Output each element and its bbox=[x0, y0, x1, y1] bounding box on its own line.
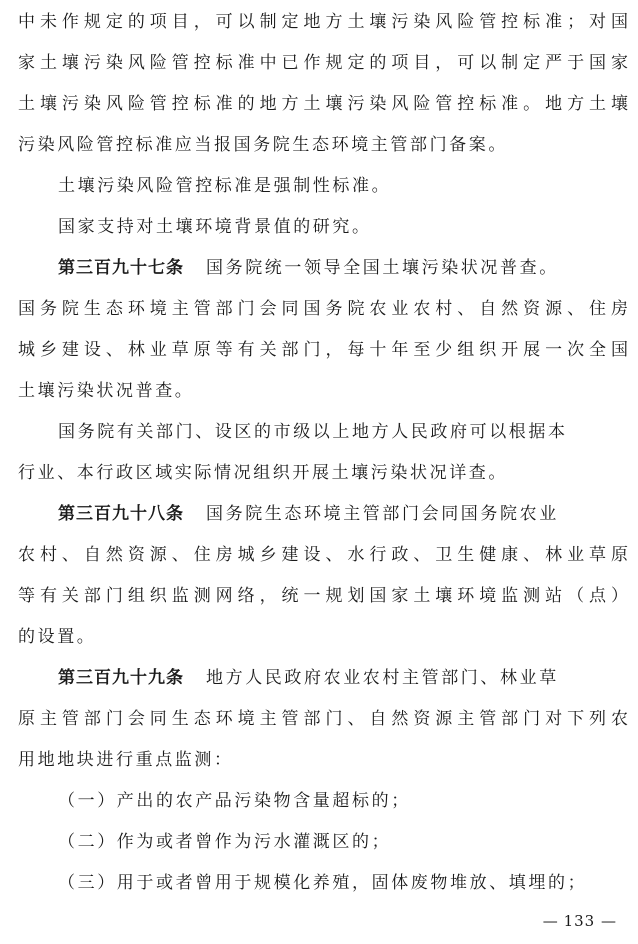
article-398-line bbox=[18, 494, 628, 535]
text-line: 土壤污染状况普查。 bbox=[18, 381, 195, 401]
text-line: 行业、本行政区域实际情况组织开展土壤污染状况详查。 bbox=[18, 463, 508, 483]
article-398-heading: 第三百九十八条 bbox=[58, 504, 184, 524]
text-line: 原主管部门会同生态环境主管部门、自然资源主管部门对下列农 bbox=[18, 709, 628, 729]
article-397-text: 国务院统一领导全国土壤污染状况普查。 bbox=[206, 258, 559, 278]
article-398-text: 国务院生态环境主管部门会同国务院农业 bbox=[206, 504, 559, 524]
list-item: （二）作为或者曾作为污水灌溉区的； bbox=[58, 832, 392, 852]
text-line: 国务院生态环境主管部门会同国务院农业农村、自然资源、住房 bbox=[18, 299, 628, 319]
text-line: 用地地块进行重点监测： bbox=[18, 750, 234, 770]
text-line: 国家支持对土壤环境背景值的研究。 bbox=[58, 217, 372, 237]
footer-dash-left: — bbox=[542, 912, 558, 930]
text-line: 污染风险管控标准应当报国务院生态环境主管部门备案。 bbox=[18, 135, 508, 155]
article-397-heading: 第三百九十七条 bbox=[58, 258, 184, 278]
article-399-text: 地方人民政府农业农村主管部门、林业草 bbox=[206, 668, 559, 688]
article-399-heading: 第三百九十九条 bbox=[58, 668, 184, 688]
text-line: 家土壤污染风险管控标准中已作规定的项目，可以制定严于国家 bbox=[18, 53, 628, 73]
article-399-line bbox=[18, 658, 628, 699]
text-line: 城乡建设、林业草原等有关部门，每十年至少组织开展一次全国 bbox=[18, 340, 628, 360]
text-line: 农村、自然资源、住房城乡建设、水行政、卫生健康、林业草原 bbox=[18, 545, 628, 565]
page-footer bbox=[543, 912, 616, 930]
document-body bbox=[18, 2, 628, 904]
text-line: 中未作规定的项目，可以制定地方土壤污染风险管控标准；对国 bbox=[18, 12, 628, 32]
text-line: 的设置。 bbox=[18, 627, 97, 647]
list-item: （三）用于或者曾用于规模化养殖，固体废物堆放、填埋的； bbox=[58, 873, 588, 893]
text-line: 土壤污染风险管控标准是强制性标准。 bbox=[58, 176, 392, 196]
text-line: 土壤污染风险管控标准的地方土壤污染风险管控标准。地方土壤 bbox=[18, 94, 628, 114]
article-397-line bbox=[18, 248, 628, 289]
footer-dash-right: — bbox=[601, 912, 616, 930]
text-line: 国务院有关部门、设区的市级以上地方人民政府可以根据本 bbox=[58, 422, 568, 442]
list-item: （一）产出的农产品污染物含量超标的； bbox=[58, 791, 411, 811]
text-line: 等有关部门组织监测网络，统一规划国家土壤环境监测站（点） bbox=[18, 586, 628, 606]
page-number: 133 bbox=[563, 912, 596, 930]
